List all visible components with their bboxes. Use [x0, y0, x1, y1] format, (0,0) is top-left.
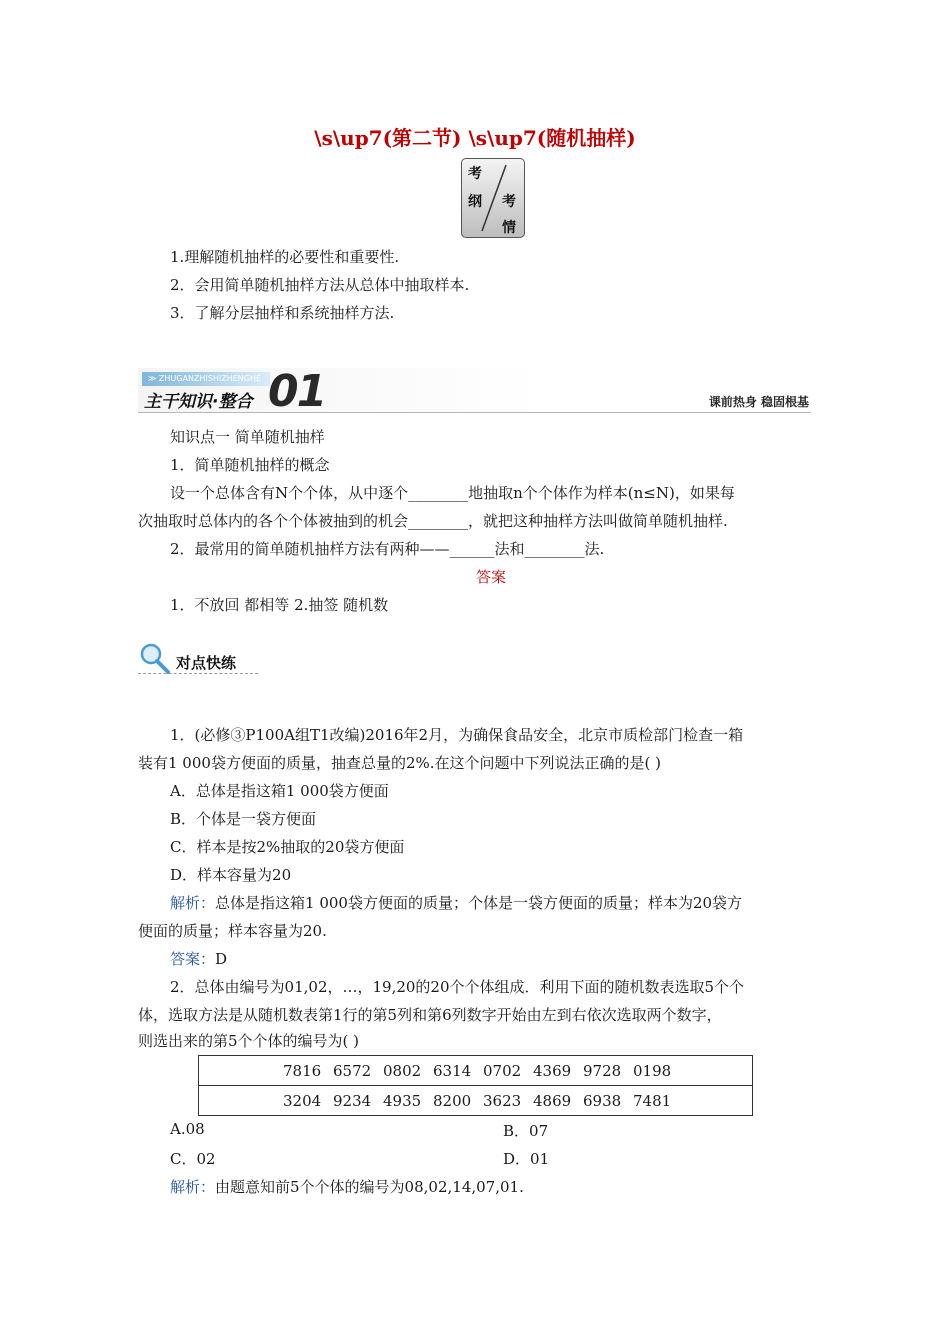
random-number: 6938	[583, 1091, 622, 1110]
banner-label: 主干知识·整合	[144, 392, 253, 412]
random-number: 0702	[483, 1061, 522, 1080]
random-number: 7481	[633, 1091, 672, 1110]
random-number: 4369	[533, 1061, 572, 1080]
banner-subtitle: 课前热身 稳固根基	[708, 395, 809, 409]
analysis-label: 解析：	[170, 1178, 216, 1196]
option-b: B．07	[503, 1122, 549, 1140]
answer-heading: 答案	[476, 568, 507, 586]
objective-item: 3．了解分层抽样和系统抽样方法.	[170, 304, 395, 322]
objective-item: 1.理解随机抽样的必要性和重要性.	[170, 248, 400, 266]
table-cell	[199, 1056, 753, 1086]
analysis-text: 便面的质量；样本容量为20.	[138, 922, 327, 940]
analysis-text: 总体是指这箱1 000袋方便面的质量；个体是一袋方便面的质量；样本为20袋方	[215, 894, 743, 912]
question-text: 2．总体由编号为01,02，…，19,20的20个个体组成．利用下面的随机数表选取5个个	[170, 978, 745, 996]
magnifier-icon	[138, 642, 172, 676]
random-number: 9234	[333, 1091, 372, 1110]
analysis-line	[170, 892, 742, 913]
question-text: 则选出来的第5个个体的编号为( )	[138, 1032, 360, 1050]
option-d: D．01	[503, 1150, 550, 1168]
concept-heading: 1．简单随机抽样的概念	[170, 456, 330, 474]
analysis-line	[170, 1176, 524, 1197]
random-number: 7816	[283, 1061, 322, 1080]
random-number: 8200	[433, 1091, 472, 1110]
methods-text: 2．最常用的简单随机抽样方法有两种——______法和________法.	[170, 540, 605, 558]
option-a: A.08	[170, 1120, 205, 1138]
random-number: 3623	[483, 1091, 522, 1110]
banner-strip: ≫ ZHUGANZHISHIZHENGHE	[142, 372, 270, 386]
answer-value: D	[215, 950, 228, 968]
objective-item: 2．会用简单随机抽样方法从总体中抽取样本.	[170, 276, 470, 294]
random-number: 4869	[533, 1091, 572, 1110]
badge-char: 纲	[468, 194, 482, 210]
random-number: 9728	[583, 1061, 622, 1080]
option-c: C．02	[170, 1150, 216, 1168]
concept-text: 设一个总体含有N个个体，从中逐个________地抽取n个个体作为样本(n≤N)，如果每	[170, 484, 735, 502]
random-number: 0198	[633, 1061, 672, 1080]
random-number: 3204	[283, 1091, 322, 1110]
knowledge-point-heading: 知识点一 简单随机抽样	[170, 428, 325, 446]
random-number: 6314	[433, 1061, 472, 1080]
random-number: 4935	[383, 1091, 422, 1110]
badge-char: 考	[502, 194, 516, 210]
random-number: 6572	[333, 1061, 372, 1080]
concept-text: 次抽取时总体内的各个个体被抽到的机会________，就把这种抽样方法叫做简单随机抽样.	[138, 512, 728, 530]
question-text: 1．(必修③P100A组T1改编)2016年2月，为确保食品安全，北京市质检部门检查一箱	[170, 726, 744, 744]
badge-char: 考	[468, 166, 482, 182]
exam-outline-badge	[461, 158, 525, 238]
question-text: 装有1 000袋方便面的质量，抽查总量的2%.在这个问题中下列说法正确的是( )	[138, 754, 661, 772]
page-title: \s\up7(第二节) \s\up7(随机抽样)	[314, 126, 636, 150]
table-row	[199, 1056, 753, 1086]
option-c: C．样本是按2%抽取的20袋方便面	[170, 838, 405, 856]
option-b: B．个体是一袋方便面	[170, 810, 317, 828]
practice-section-header	[138, 642, 258, 676]
analysis-label: 解析：	[170, 894, 216, 912]
answer-label: 答案：	[170, 950, 216, 968]
answer-text: 1．不放回 都相等 2.抽签 随机数	[170, 596, 389, 614]
question-text: 体，选取方法是从随机数表第1行的第5列和第6列数字开始由左到右依次选取两个数字，	[138, 1006, 722, 1024]
random-number-table	[198, 1055, 753, 1116]
section-divider	[138, 673, 258, 674]
practice-section-label: 对点快练	[176, 654, 237, 672]
answer-line	[170, 948, 227, 969]
table-row	[199, 1086, 753, 1116]
section-banner	[138, 366, 811, 417]
option-d: D．样本容量为20	[170, 866, 292, 884]
analysis-text: 由题意知前5个个体的编号为08,02,14,07,01.	[215, 1178, 524, 1196]
badge-char: 情	[502, 220, 516, 236]
random-number: 0802	[383, 1061, 422, 1080]
option-a: A．总体是指这箱1 000袋方便面	[170, 782, 389, 800]
table-cell	[199, 1086, 753, 1116]
banner-number: 01	[268, 366, 326, 417]
